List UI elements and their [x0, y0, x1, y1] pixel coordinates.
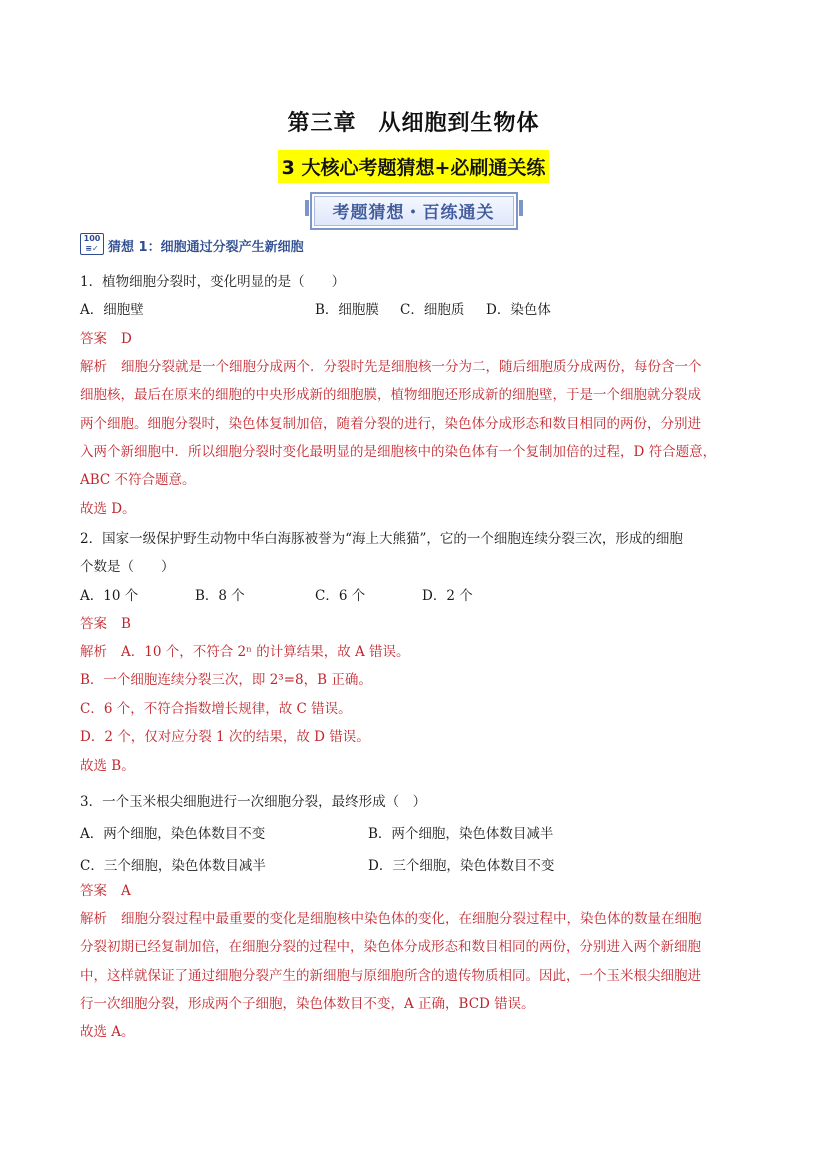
q3-conclusion: 故选 A。 — [80, 1024, 135, 1040]
section-banner — [310, 192, 518, 230]
q2-answer: 答案 B — [80, 616, 131, 632]
question-2-stem-line-2: 个数是（ ） — [80, 559, 175, 575]
q2-option-d: D．2 个 — [422, 588, 473, 604]
section-title: 猜想 1：细胞通过分裂产生新细胞 — [108, 240, 304, 255]
q1-option-c: C．细胞质 — [400, 302, 465, 318]
q2-option-c: C．6 个 — [315, 588, 366, 604]
q1-option-d: D．染色体 — [486, 302, 551, 318]
chapter-number: 第三章 — [287, 111, 357, 136]
q2-analysis-line-4: D．2 个，仅对应分裂 1 次的结果，故 D 错误。 — [80, 729, 370, 745]
q1-analysis-line-3: 两个细胞。细胞分裂时，染色体复制加倍，随着分裂的进行，染色体分成形态和数目相同的两份，分别进 — [80, 416, 701, 432]
q3-analysis-line-3: 中，这样就保证了通过细胞分裂产生的新细胞与原细胞所含的遗传物质相同。因此，一个玉米根尖细胞进 — [80, 968, 701, 984]
q3-answer: 答案 A — [80, 883, 131, 899]
q3-analysis-line-2: 分裂初期已经复制加倍，在细胞分裂的过程中，染色体分成形态和数目相同的两份，分别进入两个新细胞 — [80, 939, 701, 955]
chapter-title — [0, 106, 827, 137]
q2-analysis-line-1: 解析 A．10 个，不符合 2ⁿ 的计算结果，故 A 错误。 — [80, 644, 410, 660]
q1-analysis-line-5: ABC 不符合题意。 — [80, 472, 196, 488]
q1-option-b: B．细胞膜 — [315, 302, 379, 318]
q1-conclusion: 故选 D。 — [80, 501, 136, 517]
q2-analysis-line-3: C．6 个，不符合指数增长规律，故 C 错误。 — [80, 701, 352, 717]
q1-option-a: A．细胞壁 — [80, 302, 144, 318]
q3-option-d: D．三个细胞，染色体数目不变 — [368, 858, 555, 874]
question-2-stem-line-1: 2．国家一级保护野生动物中华白海豚被誉为“海上大熊猫”，它的一个细胞连续分裂三次，形成的细胞 — [80, 531, 683, 547]
chapter-name: 从细胞到生物体 — [378, 111, 540, 136]
q1-analysis-line-2: 细胞核，最后在原来的细胞的中央形成新的细胞膜，植物细胞还形成新的细胞壁，于是一个细胞就分裂成 — [80, 387, 701, 403]
q3-option-a: A．两个细胞，染色体数目不变 — [80, 826, 266, 842]
q1-analysis-line-1: 解析 细胞分裂就是一个细胞分成两个．分裂时先是细胞核一分为二，随后细胞质分成两份，每份含一个 — [80, 359, 702, 375]
question-1-stem: 1．植物细胞分裂时，变化明显的是（ ） — [80, 274, 346, 290]
highlighted-subtitle: 3 大核心考题猜想+必刷通关练 — [278, 150, 550, 183]
q3-option-b: B．两个细胞，染色体数目减半 — [368, 826, 554, 842]
question-3-stem: 3．一个玉米根尖细胞进行一次细胞分裂，最终形成（ ） — [80, 794, 427, 810]
q1-analysis-line-4: 入两个新细胞中．所以细胞分裂时变化最明显的是细胞核中的染色体有一个复制加倍的过程，D 符合题意， — [80, 444, 717, 460]
q2-conclusion: 故选 B。 — [80, 758, 135, 774]
q3-option-c: C．三个细胞，染色体数目减半 — [80, 858, 266, 874]
q2-analysis-line-2: B．一个细胞连续分裂三次，即 2³=8，B 正确。 — [80, 672, 372, 688]
q2-option-a: A．10 个 — [80, 588, 139, 604]
banner-text: 考题猜想・百练通关 — [314, 196, 514, 226]
q1-answer: 答案 D — [80, 331, 132, 347]
q3-analysis-line-1: 解析 细胞分裂过程中最重要的变化是细胞核中染色体的变化，在细胞分裂过程中，染色体的数量在细胞 — [80, 911, 702, 927]
q3-analysis-line-4: 行一次细胞分裂，形成两个子细胞，染色体数目不变，A 正确，BCD 错误。 — [80, 996, 535, 1012]
score-100-icon: 100 ≡✓ — [80, 233, 104, 255]
q2-option-b: B．8 个 — [195, 588, 245, 604]
